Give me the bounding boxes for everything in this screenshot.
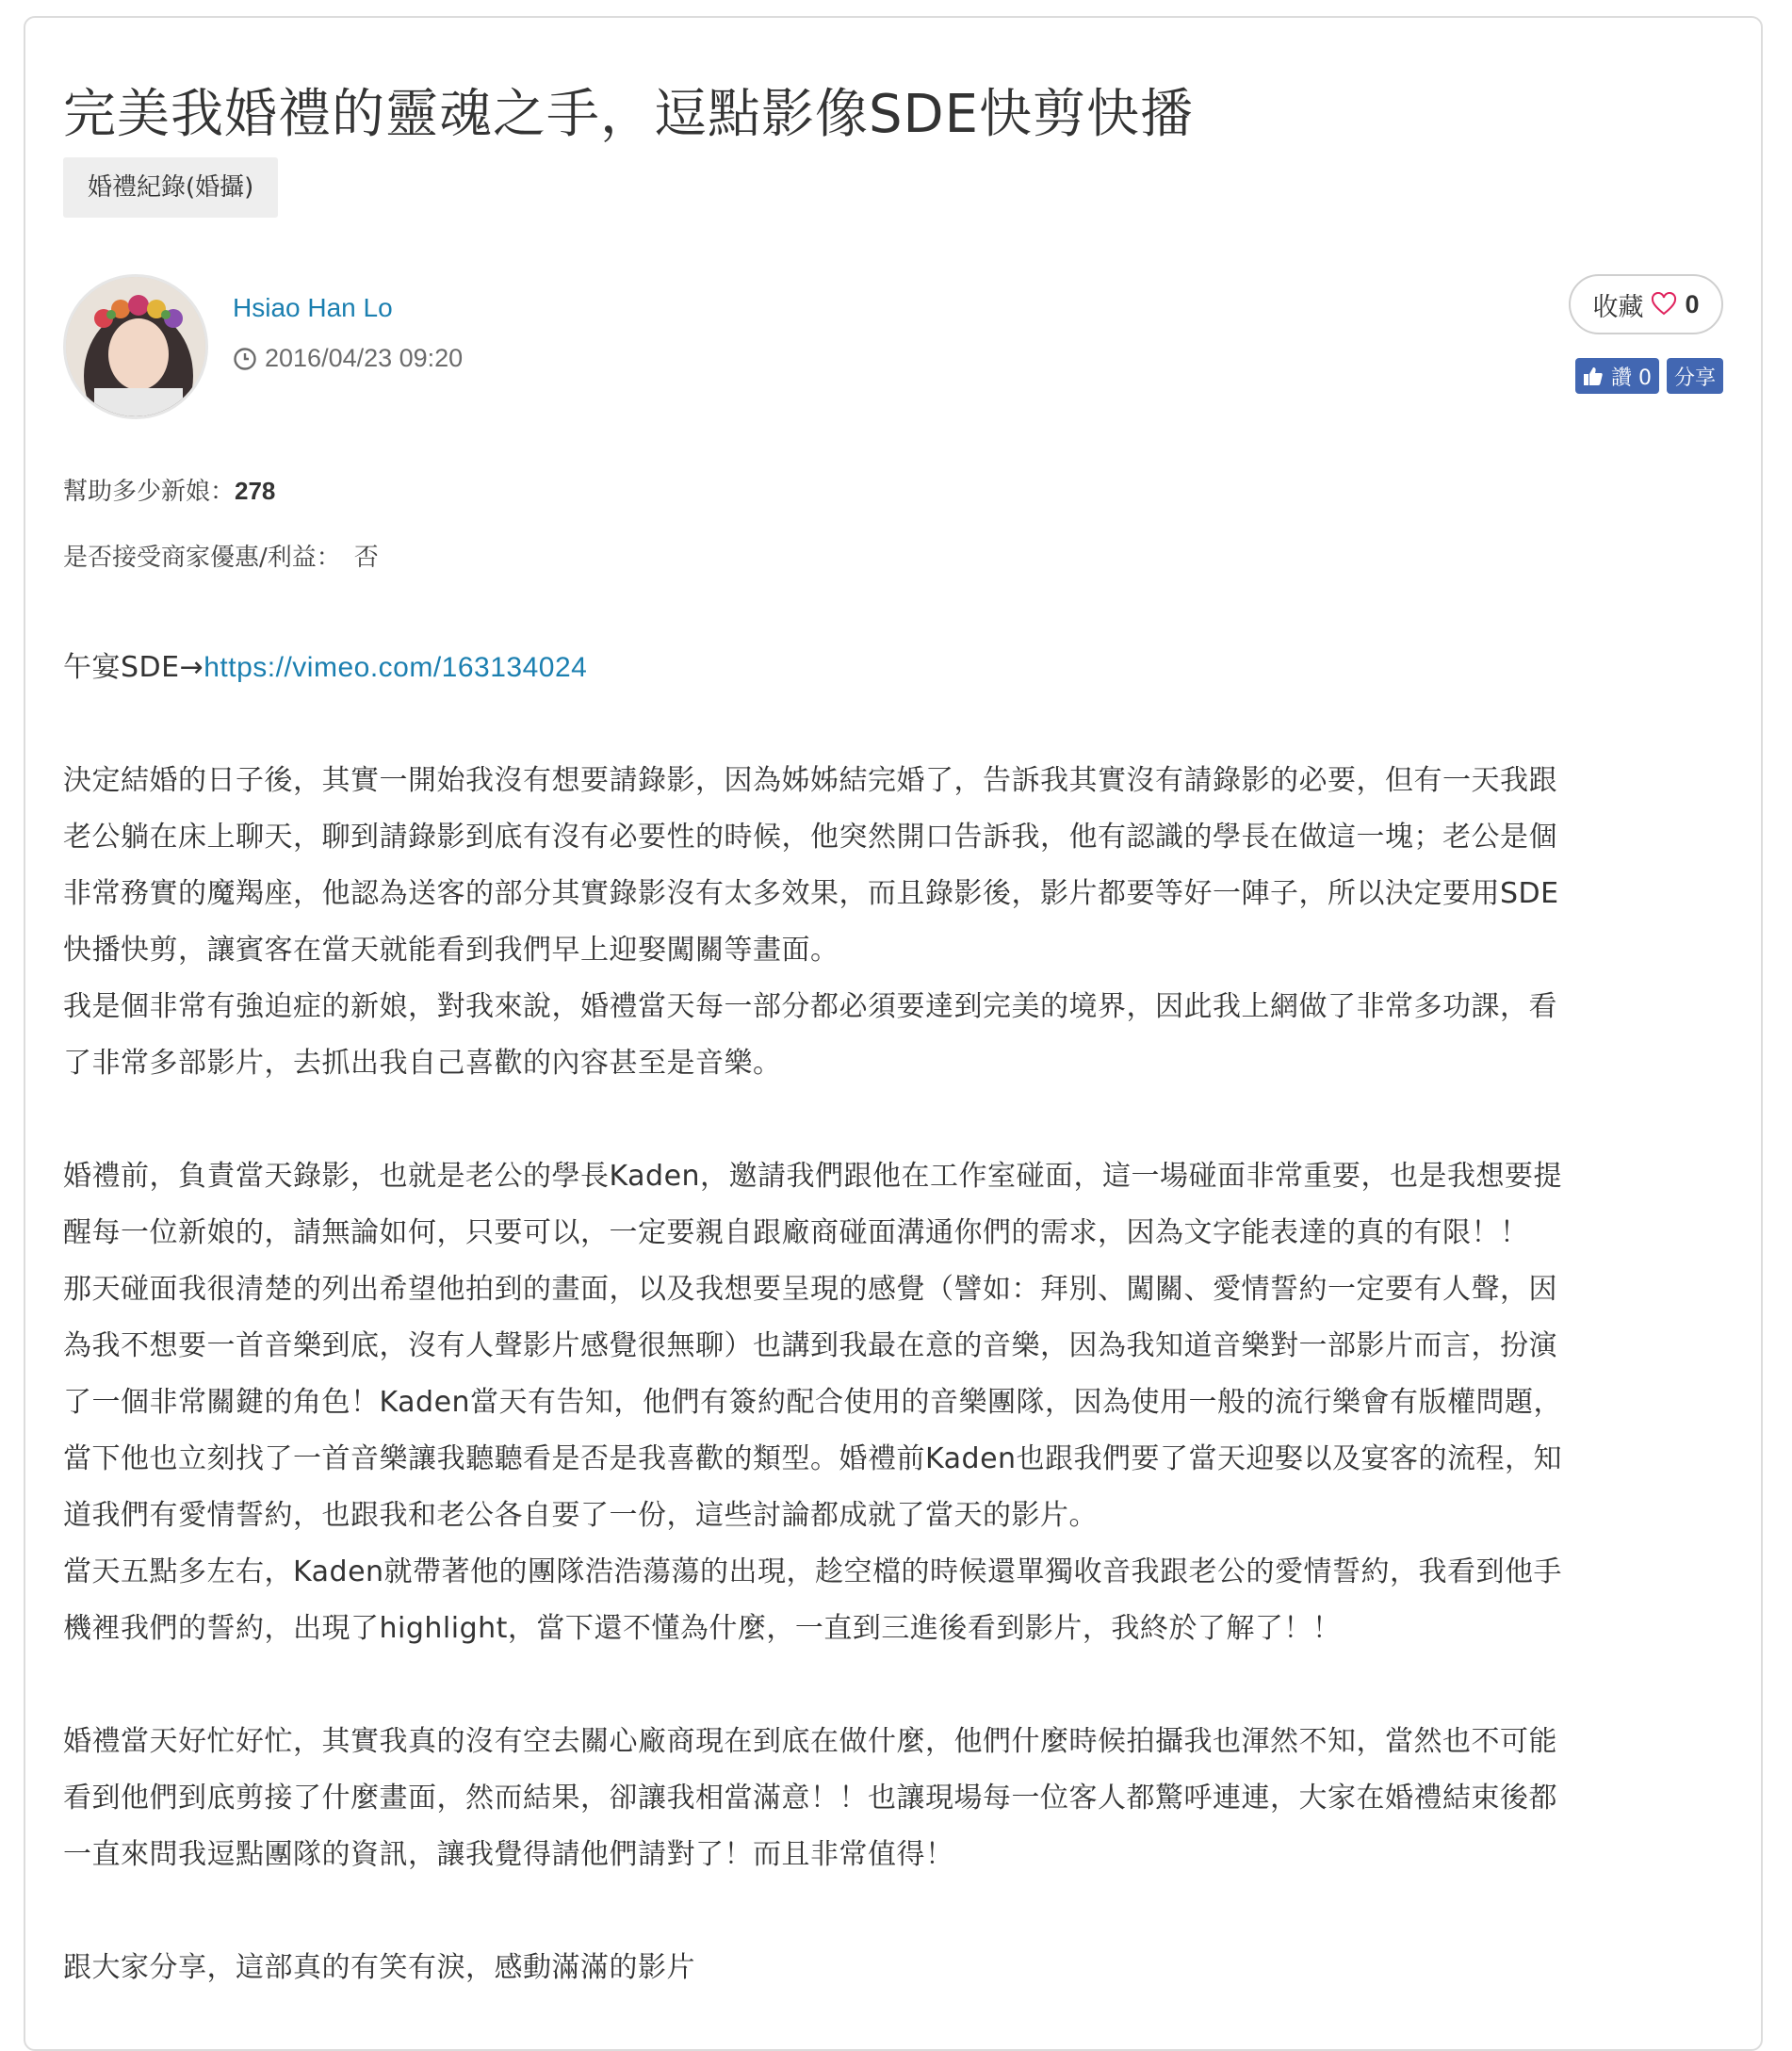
- body-line: 快播快剪，讓賓客在當天就能看到我們早上迎娶闖關等畫面。: [63, 934, 839, 967]
- blank-line: [63, 1883, 1721, 1940]
- blank-line: [63, 1657, 1721, 1714]
- body-line: 了一個非常關鍵的角色！Kaden當天有告知，他們有簽約配合使用的音樂團隊，因為使用一般的流行樂會有版權問題，: [63, 1386, 1563, 1419]
- body-line: 道我們有愛情誓約，也跟我和老公各自要了一份，這些討論都成就了當天的影片。: [63, 1499, 1098, 1532]
- category-tag[interactable]: 婚禮紀錄(婚攝): [63, 157, 278, 218]
- body-line: 為我不想要一首音樂到底，沒有人聲影片感覺很無聊）也講到我最在意的音樂，因為我知道音樂對一部影片而言，扮演: [63, 1329, 1557, 1362]
- favorite-count: 0: [1685, 289, 1700, 318]
- paragraph-lines: [63, 753, 1721, 1996]
- facebook-actions: [1575, 358, 1723, 394]
- clock-icon: [233, 347, 257, 371]
- body-line: 那天碰面我很清楚的列出希望他拍到的畫面，以及我想要呈現的感覺（譬如：拜別、闖關、愛情誓約一定要有人聲，因: [63, 1273, 1557, 1306]
- body-line: 機裡我們的誓約，出現了highlight，當下還不懂為什麼，一直到三進後看到影片，我終於了解了！！: [63, 1612, 1342, 1645]
- date-text: 2016/04/23 09:20: [265, 344, 464, 372]
- body-line: 我是個非常有強迫症的新娘，對我來說，婚禮當天每一部分都必須要達到完美的境界，因此我上網做了非常多功課，看: [63, 990, 1557, 1023]
- post-date: [233, 344, 463, 373]
- avatar-image: [66, 277, 208, 419]
- body-line: 醒每一位新娘的，請無論如何，只要可以，一定要親自跟廠商碰面溝通你們的需求，因為文字能表達的真的有限！！: [63, 1216, 1529, 1249]
- fb-like-label: 讚 0: [1610, 366, 1652, 390]
- sde-prefix: 午宴SDE→: [63, 651, 204, 684]
- author-name[interactable]: Hsiao Han Lo: [233, 293, 393, 322]
- helped-brides: [63, 472, 275, 507]
- body-line: 當下他也立刻找了一首音樂讓我聽聽看是否是我喜歡的類型。婚禮前Kaden也跟我們要了當天迎娶以及宴客的流程，知: [63, 1442, 1563, 1475]
- accept-benefits: [63, 538, 379, 573]
- heart-icon: [1651, 292, 1677, 317]
- article-card: [24, 16, 1763, 2051]
- fb-like-button[interactable]: [1575, 358, 1659, 394]
- body-line: 婚禮當天好忙好忙，其實我真的沒有空去關心廠商現在到底在做什麼，他們什麼時候拍攝我也渾然不知，當然也不可能: [63, 1725, 1557, 1758]
- fb-share-button[interactable]: 分享: [1667, 358, 1723, 394]
- helped-label: 幫助多少新娘：: [63, 478, 236, 506]
- vimeo-link[interactable]: https://vimeo.com/163134024: [204, 652, 588, 683]
- helped-count: 278: [235, 477, 276, 505]
- article-title: 完美我婚禮的靈魂之手，逗點影像SDE快剪快播: [63, 84, 1195, 145]
- accept-label: 是否接受商家優惠/利益：: [63, 544, 341, 572]
- blank-line: [63, 1092, 1721, 1148]
- body-line: 非常務實的魔羯座，他認為送客的部分其實錄影沒有太多效果，而且錄影後，影片都要等好一陣子，所以決定要用SDE: [63, 877, 1559, 910]
- body-line: 決定結婚的日子後，其實一開始我沒有想要請錄影，因為姊姊結完婚了，告訴我其實沒有請錄影的必要，但有一天我跟: [63, 764, 1557, 797]
- body-line: 當天五點多左右，Kaden就帶著他的團隊浩浩蕩蕩的出現，趁空檔的時候還單獨收音我跟老公的愛情誓約，我看到他手: [63, 1555, 1563, 1588]
- favorite-button[interactable]: [1569, 274, 1723, 334]
- favorite-label: 收藏: [1592, 292, 1644, 322]
- body-line: 看到他們到底剪接了什麼畫面，然而結果，卻讓我相當滿意！！也讓現場每一位客人都驚呼連連，大家在婚禮結束後都: [63, 1782, 1557, 1815]
- body-line: 一直來問我逗點團隊的資訊，讓我覺得請他們請對了！而且非常值得！: [63, 1838, 954, 1871]
- body-line: 跟大家分享，這部真的有笑有淚，感動滿滿的影片: [63, 1951, 695, 1984]
- avatar[interactable]: [63, 274, 208, 419]
- body-line: 老公躺在床上聊天，聊到請錄影到底有沒有必要性的時候，他突然開口告訴我，他有認識的學長在做這一塊；老公是個: [63, 821, 1557, 854]
- sde-line: [63, 640, 1721, 696]
- body-line: 了非常多部影片，去抓出我自己喜歡的內容甚至是音樂。: [63, 1047, 782, 1080]
- article-body: [63, 640, 1721, 1996]
- accept-value: 否: [353, 544, 379, 572]
- body-line: 婚禮前，負責當天錄影，也就是老公的學長Kaden，邀請我們跟他在工作室碰面，這一場碰面非常重要，也是我想要提: [63, 1160, 1563, 1193]
- spacer: [63, 696, 1721, 753]
- thumbs-up-icon: [1583, 366, 1604, 386]
